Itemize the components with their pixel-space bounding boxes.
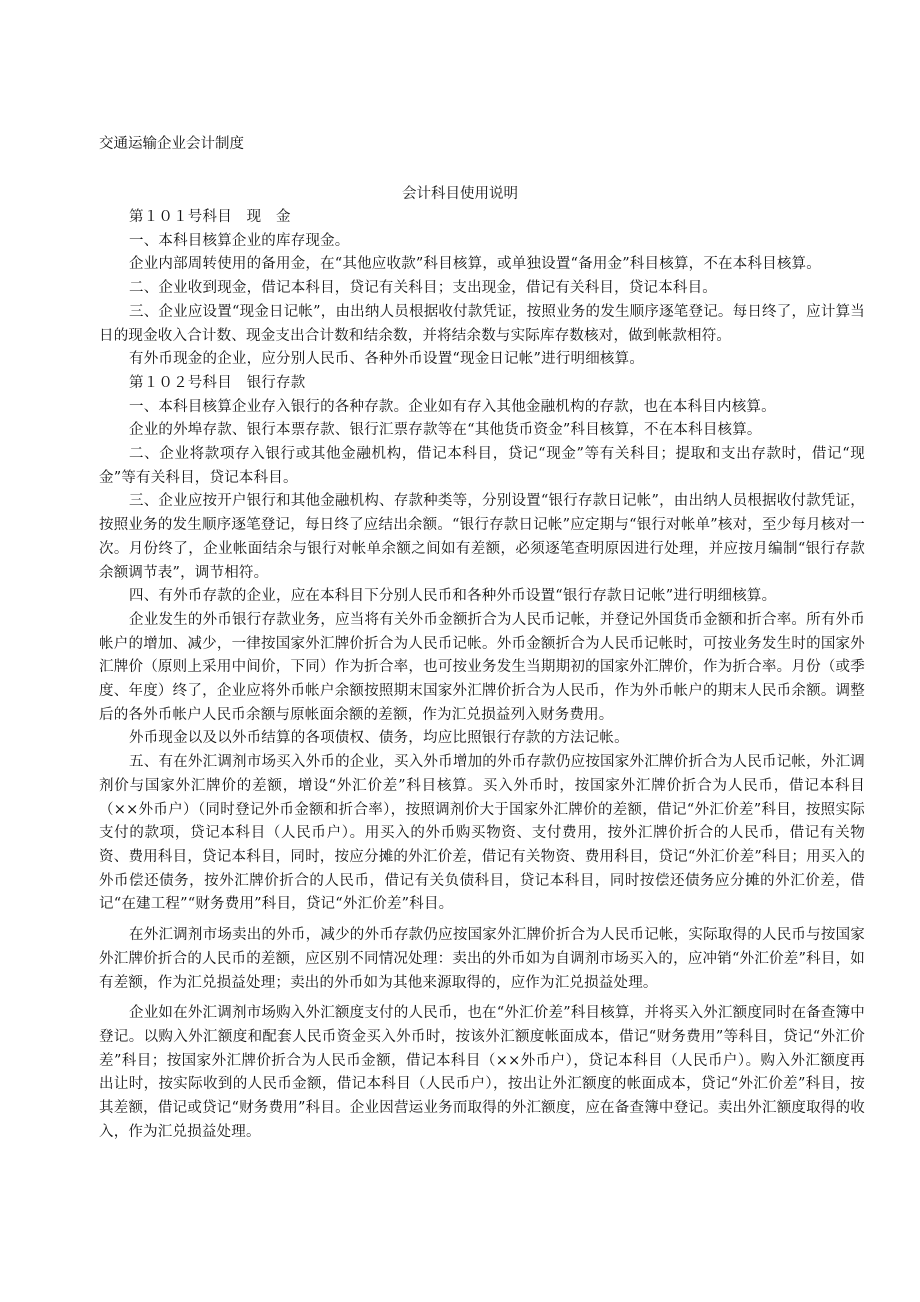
paragraph: 外币现金以及以外币结算的各项债权、债务，均应比照银行存款的方法记帐。 xyxy=(129,730,629,747)
paragraph: 二、企业收到现金，借记本科目，贷记有关科目；支出现金，借记有关科目，贷记本科目。 xyxy=(129,280,717,297)
paragraph: 企业内部周转使用的备用金，在“其他应收款”科目核算，或单独设置“备用金”科目核算，不在本科目核算。 xyxy=(129,256,821,273)
paragraph: 五、有在外汇调剂市场买入外币的企业，买入外币增加的外币存款仍应按国家外汇牌价折合为人民币记帐，外汇调剂价与国家外汇牌价的差额，增设“外汇价差”科目核算。买入外币时，按国家外汇牌价折合为人民币，借记本科目（××外币户）（同时登记外币金额和折合率），按照调剂价大于国家外汇牌价的差额，借记“外汇价差”科目，按照实际支付的款项，贷记本科目（人民币户）。用买入的外币购买物资、支付费用，按外汇牌价折合的人民币，借记有关物资、费用科目，贷记本科目，同时，按应分摊的外汇价差，借记有关物资、费用科目，贷记“外汇价差”科目；用买入的外币偿还债务，按外汇牌价折合的人民币，借记有关负债科目，贷记本科目，同时按偿还债务应分摊的外汇价差，借记“在建工程”“财务费用”科目，贷记“外汇价差”科目。 xyxy=(99,754,865,913)
section-title: 会计科目使用说明 xyxy=(402,186,518,202)
paragraph: 三、企业应设置“现金日记帐”，由出纳人员根据收付款凭证，按照业务的发生顺序逐笔登记。每日终了，应计算当日的现金收入合计数、现金支出合计数和结余数，并将结余数与实际库存数核对，做到帐款相符。 xyxy=(99,303,865,344)
paragraph: 四、有外币存款的企业，应在本科目下分别人民币和各种外币设置“银行存款日记帐”进行明细核算。 xyxy=(129,588,777,605)
subject-heading-101: 第１０１号科目 现 金 xyxy=(129,209,291,225)
subject-heading-102: 第１０２号科目 银行存款 xyxy=(129,374,306,391)
paragraph: 一、本科目核算企业存入银行的各种存款。企业如有存入其他金融机构的存款，也在本科目内核算。 xyxy=(129,398,776,415)
paragraph: 企业的外埠存款、银行本票存款、银行汇票存款等在“其他货币资金”科目核算，不在本科目核算。 xyxy=(129,422,762,439)
paragraph: 一、本科目核算企业的库存现金。 xyxy=(129,232,350,249)
paragraph: 企业发生的外币银行存款业务，应当将有关外币金额折合为人民币记帐，并登记外国货币金额和折合率。所有外币帐户的增加、减少，一律按国家外汇牌价折合为人民币记帐。外币金额折合为人民币记帐时，可按业务发生时的国家外汇牌价（原则上采用中间价，下同）作为折合率，也可按业务发生当期期初的国家外汇牌价，作为折合率。月份（或季度、年度）终了，企业应将外币帐户余额按照期末国家外汇牌价折合为人民币，作为外币帐户的期末人民币余额。调整后的各外币帐户人民币余额与原帐面余额的差额，作为汇兑损益列入财务费用。 xyxy=(99,611,865,723)
paragraph: 有外币现金的企业，应分别人民币、各种外币设置“现金日记帐”进行明细核算。 xyxy=(129,351,645,368)
paragraph: 企业如在外汇调剂市场购入外汇额度支付的人民币，也在“外汇价差”科目核算，并将买入外汇额度同时在备查簿中登记。以购入外汇额度和配套人民币资金买入外币时，按该外汇额度帐面成本，借记“财务费用”等科目，贷记“外汇价差”科目；按国家外汇牌价折合为人民币金额，借记本科目（××外币户），贷记本科目（人民币户）。购入外汇额度再出让时，按实际收到的人民币金额，借记本科目（人民币户），按出让外汇额度的帐面成本，贷记“外汇价差”科目，按其差额，借记或贷记“财务费用”科目。企业因营运业务而取得的外汇额度，应在备查簿中登记。卖出外汇额度取得的收入，作为汇兑损益处理。 xyxy=(99,1005,865,1140)
document-title: 交通运输企业会计制度 xyxy=(99,136,244,152)
document-body xyxy=(99,206,865,1144)
paragraph: 二、企业将款项存入银行或其他金融机构，借记本科目，贷记“现金”等有关科目；提取和支出存款时，借记“现金”等有关科目，贷记本科目。 xyxy=(99,446,865,486)
paragraph: 三、企业应按开户银行和其他金融机构、存款种类等，分别设置“银行存款日记帐”，由出纳人员根据收付款凭证，按照业务的发生顺序逐笔登记，每日终了应结出余额。“银行存款日记帐”应定期与“银行对帐单”核对，至少每月核对一次。月份终了，企业帐面结余与银行对帐单余额之间如有差额，必须逐笔查明原因进行处理，并应按月编制“银行存款余额调节表”，调节相符。 xyxy=(99,493,865,581)
paragraph: 在外汇调剂市场卖出的外币，减少的外币存款仍应按国家外汇牌价折合为人民币记帐，实际取得的人民币与按国家外汇牌价折合的人民币的差额，应区别不同情况处理：卖出的外币如为自调剂市场买入的，应冲销“外汇价差”科目，如有差额，作为汇兑损益处理；卖出的外币如为其他来源取得的，应作为汇兑损益处理。 xyxy=(99,927,865,991)
